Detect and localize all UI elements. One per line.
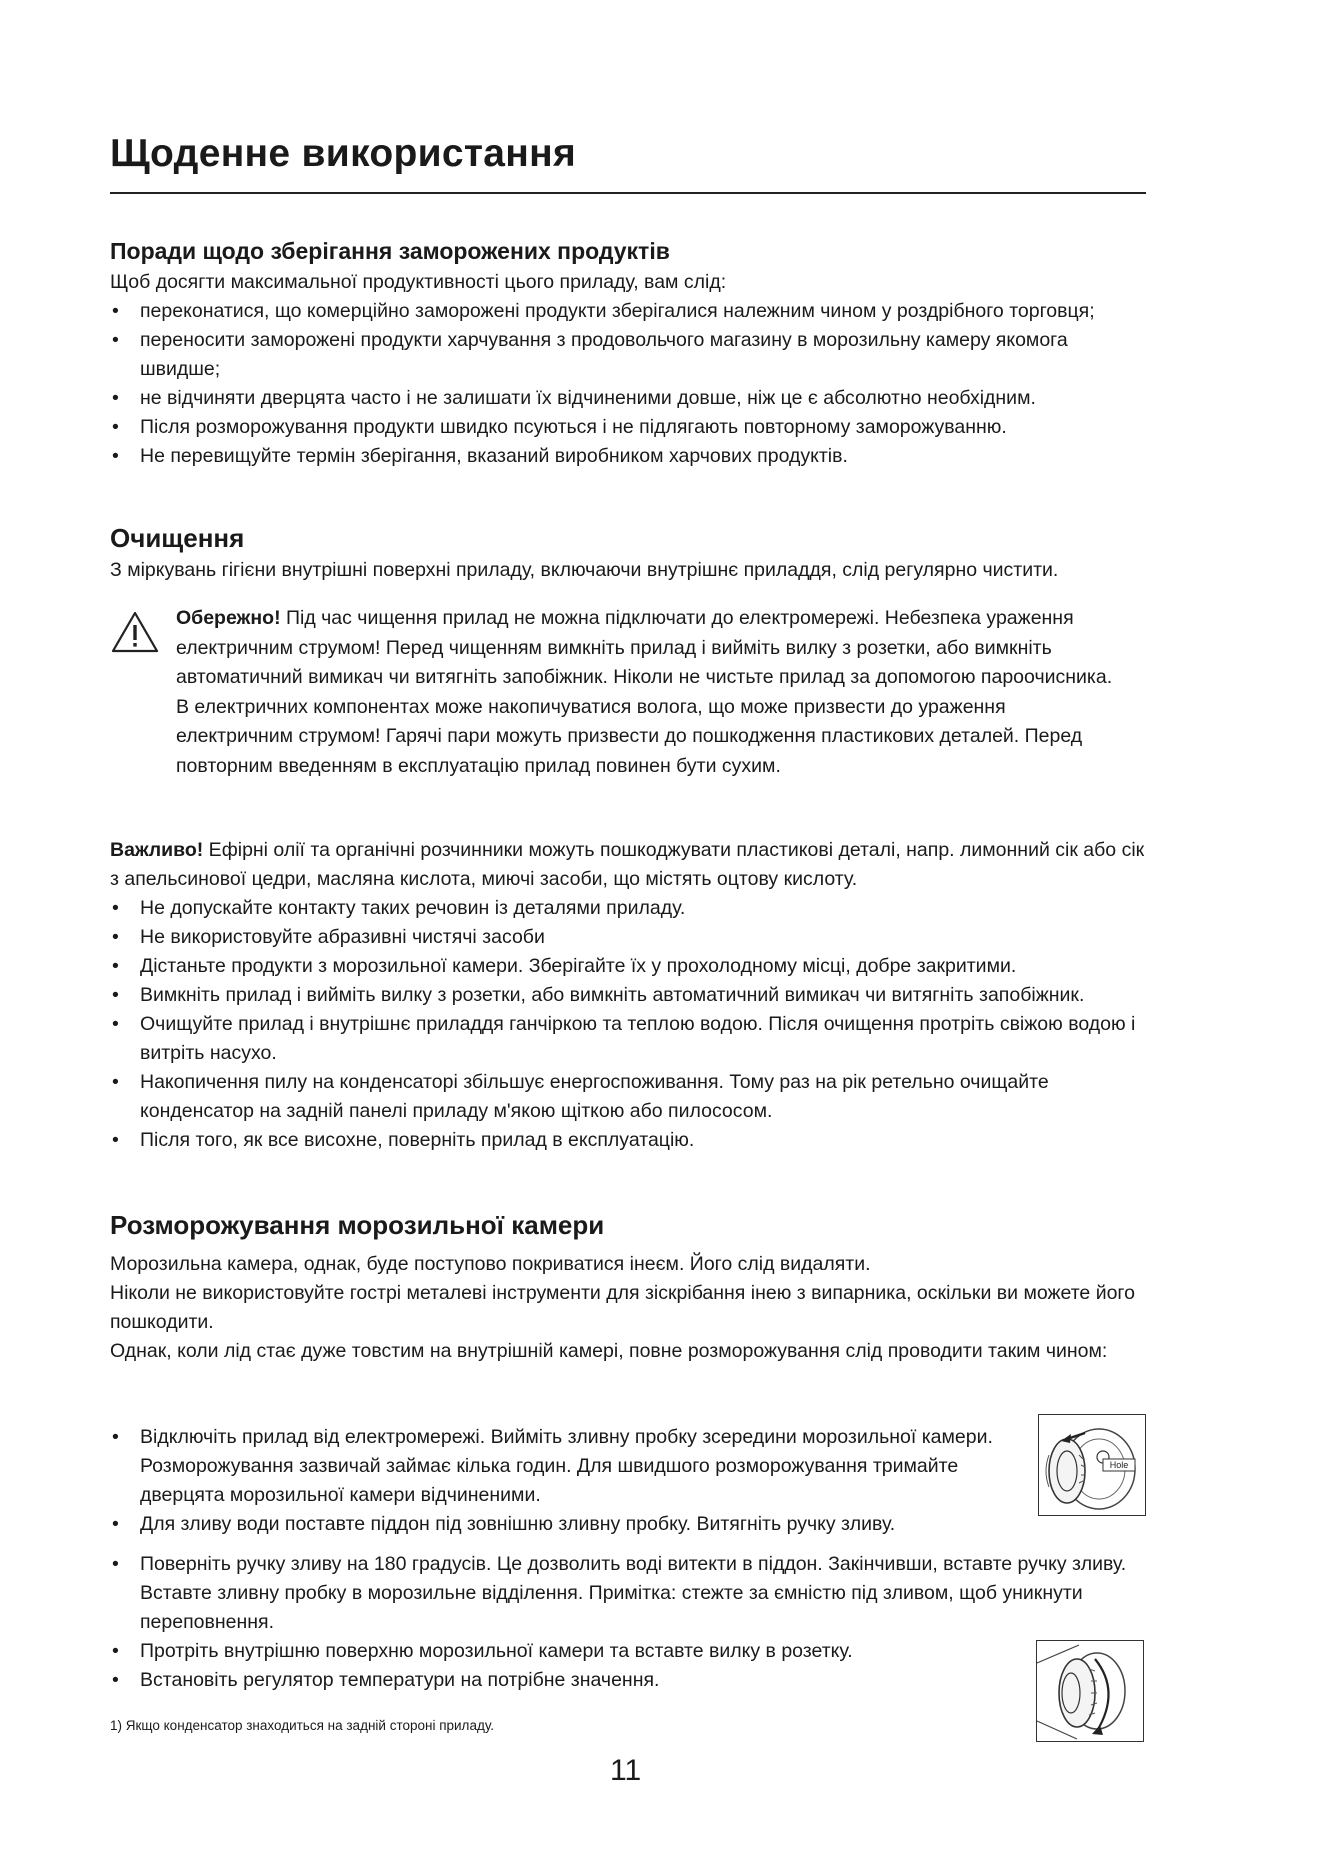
drain-handle-figure	[1036, 1640, 1144, 1742]
defrost-list-b-block	[110, 1550, 1146, 1695]
defrost-para-1: Морозильна камера, однак, буде поступово покриватися інеєм. Його слід видаляти.	[110, 1253, 871, 1275]
cleaning-intro: З міркувань гігієни внутрішні поверхні приладу, включаючи внутрішнє приладдя, слід регулярно чистити.	[110, 559, 1059, 581]
list-item: • Поверніть ручку зливу на 180 градусів. Це дозволить воді витекти в піддон. Закінчивши, вставте ручку зливу. Вставте зливну пробку в морозильне відділення. Примітка: стежте за ємністю під зливом, щоб уникнути переповнення.	[110, 1550, 1146, 1637]
storage-intro: Щоб досягти максимальної продуктивності цього приладу, вам слід:	[110, 271, 727, 293]
drain-plug-illustration	[1039, 1415, 1145, 1515]
defrost-list-a-block	[110, 1423, 1010, 1539]
section-heading-storage: Поради щодо зберігання заморожених продуктів	[110, 238, 670, 264]
footnote: 1) Якщо конденсатор знаходиться на задній стороні приладу.	[110, 1718, 494, 1733]
list-item: • Відключіть прилад від електромережі. Вийміть зливну пробку зсередини морозильної камери. Розморожування зазвичай займає кілька годин. Для швидшого розморожування тримайте дверцята морозильної камери відчиненими.	[110, 1423, 1010, 1510]
defrost-list-b	[110, 1550, 1146, 1695]
cleaning-important-block	[110, 836, 1146, 1155]
list-item: • Очищуйте прилад і внутрішнє приладдя ганчіркою та теплою водою. Після очищення протріть свіжою водою і витріть насухо.	[110, 1010, 1146, 1068]
title-divider	[110, 192, 1146, 194]
defrost-list-a	[110, 1423, 1010, 1539]
list-item: • не відчиняти дверцята часто і не залишати їх відчиненими довше, ніж це є абсолютно необхідним.	[110, 384, 1146, 413]
warning-body: Під час чищення прилад не можна підключати до електромережі. Небезпека ураження електричним струмом! Перед чищенням вимкніть прилад і вийміть вилку з розетки, або вимкніть автоматичний вимикач чи витягніть запобіжник. Ніколи не чистьте прилад за допомогою пароочисника. В електричних компонентах може накопичуватися волога, що може призвести до ураження електричним струмом! Гарячі пари можуть призвести до пошкодження пластикових деталей. Перед повторним введенням в експлуатацію прилад повинен бути сухим.	[176, 607, 1113, 777]
list-item: • Для зливу води поставте піддон під зовнішню зливну пробку. Витягніть ручку зливу.	[110, 1510, 1010, 1539]
storage-list	[110, 297, 1146, 471]
drain-handle-illustration	[1037, 1641, 1143, 1741]
list-item: • Вимкніть прилад і вийміть вилку з розетки, або вимкніть автоматичний вимикач чи витягніть запобіжник.	[110, 981, 1146, 1010]
list-item: • Після розморожування продукти швидко псуються і не підлягають повторному заморожуванню.	[110, 413, 1146, 442]
warning-icon	[110, 610, 160, 654]
list-item: • Дістаньте продукти з морозильної камери. Зберігайте їх у прохолодному місці, добре закритими.	[110, 952, 1146, 981]
important-note	[110, 836, 1146, 894]
important-body: Ефірні олії та органічні розчинники можуть пошкоджувати пластикові деталі, напр. лимонний сік або сік з апельсинової цедри, масляна кислота, миючі засоби, що містять оцтову кислоту.	[110, 839, 1145, 890]
hole-label: Hole	[1109, 1460, 1129, 1470]
list-item: • Встановіть регулятор температури на потрібне значення.	[110, 1666, 980, 1695]
section-heading-defrost: Розморожування морозильної камери	[110, 1210, 605, 1240]
defrost-intro-block	[110, 1250, 1146, 1366]
storage-section	[110, 268, 1146, 471]
list-item: • Не допускайте контакту таких речовин із деталями приладу.	[110, 894, 1146, 923]
list-item: • Не використовуйте абразивні чистячі засоби	[110, 923, 1146, 952]
cleaning-list	[110, 894, 1146, 1155]
warning-text	[176, 604, 1116, 781]
cleaning-intro-block	[110, 556, 1146, 585]
list-item: • переконатися, що комерційно заморожені продукти зберігалися належним чином у роздрібного торговця;	[110, 297, 1146, 326]
list-item: • переносити заморожені продукти харчування з продовольчого магазину в морозильну камеру якомога швидше;	[110, 326, 1146, 384]
list-item: • Після того, як все висохне, поверніть прилад в експлуатацію.	[110, 1126, 1146, 1155]
important-label: Важливо!	[110, 839, 204, 861]
drain-plug-figure	[1038, 1414, 1146, 1516]
list-item: • Протріть внутрішню поверхню морозильної камери та вставте вилку в розетку.	[110, 1637, 980, 1666]
section-heading-cleaning: Очищення	[110, 523, 245, 553]
page-title: Щоденне використання	[110, 132, 577, 175]
defrost-para-2: Ніколи не використовуйте гострі металеві інструменти для зіскрібання інею з випарника, оскільки ви можете його пошкодити.	[110, 1282, 1135, 1333]
page-number: 11	[610, 1754, 642, 1787]
warning-label: Обережно!	[176, 607, 281, 629]
list-item: • Не перевищуйте термін зберігання, вказаний виробником харчових продуктів.	[110, 442, 1146, 471]
defrost-para-3: Однак, коли лід стає дуже товстим на внутрішній камері, повне розморожування слід проводити таким чином:	[110, 1340, 1108, 1362]
list-item: • Накопичення пилу на конденсаторі збільшує енергоспоживання. Тому раз на рік ретельно очищайте конденсатор на задній панелі приладу м'якою щіткою або пилососом.	[110, 1068, 1146, 1126]
